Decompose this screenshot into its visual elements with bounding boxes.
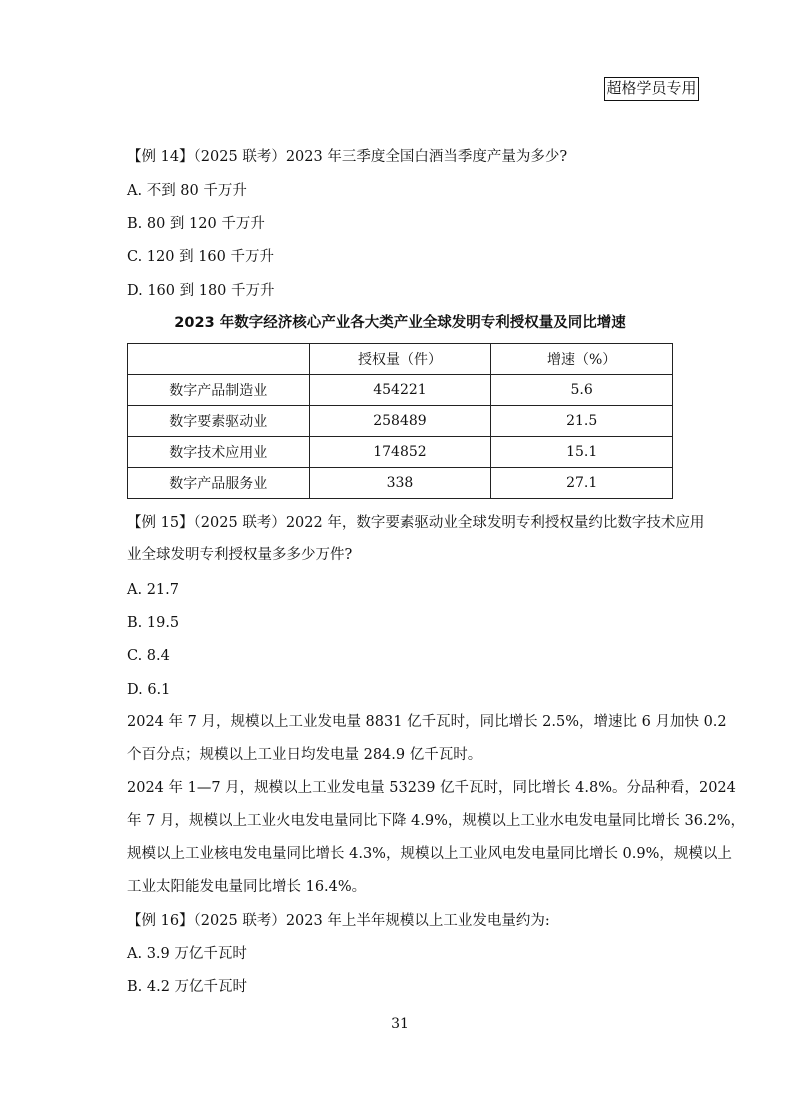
table-cell-category: 数字产品制造业 (128, 375, 310, 406)
question-16: 【例 16】（2025 联考）2023 年上半年规模以上工业发电量约为: (127, 913, 550, 929)
q15-option-d: D. 6.1 (127, 682, 171, 698)
q14-option-b: B. 80 到 120 千万升 (127, 216, 265, 232)
table-cell-count: 258489 (309, 406, 491, 437)
table-cell-category: 数字产品服务业 (128, 468, 310, 499)
table-cell-count: 174852 (309, 437, 491, 468)
table-cell-growth: 21.5 (491, 406, 673, 437)
passage-1-line-1: 2024 年 7 月，规模以上工业发电量 8831 亿千瓦时，同比增长 2.5%，增速比 6 月加快 0.2 (127, 714, 727, 730)
q14-option-c: C. 120 到 160 千万升 (127, 249, 274, 265)
table-title: 2023 年数字经济核心产业各大类产业全球发明专利授权量及同比增速 (174, 315, 626, 331)
passage-2-line-1: 2024 年 1—7 月，规模以上工业发电量 53239 亿千瓦时，同比增长 4.8%。分品种看，2024 (127, 780, 736, 796)
passage-1-line-2: 个百分点；规模以上工业日均发电量 284.9 亿千瓦时。 (127, 747, 483, 763)
q15-option-c: C. 8.4 (127, 648, 170, 664)
passage-2-line-4: 工业太阳能发电量同比增长 16.4%。 (127, 879, 367, 895)
table-cell-count: 454221 (309, 375, 491, 406)
q14-option-d: D. 160 到 180 千万升 (127, 283, 275, 299)
q16-option-b: B. 4.2 万亿千瓦时 (127, 979, 248, 995)
patent-table (127, 343, 673, 499)
table-cell-category: 数字要素驱动业 (128, 406, 310, 437)
q15-option-a: A. 21.7 (127, 582, 179, 598)
table-cell-growth: 15.1 (491, 437, 673, 468)
table-header-row (128, 344, 673, 375)
question-15-line-1: 【例 15】（2025 联考）2022 年，数字要素驱动业全球发明专利授权量约比数字技术应用 (127, 515, 705, 531)
q16-option-a: A. 3.9 万亿千瓦时 (127, 946, 247, 962)
table-row (128, 468, 673, 499)
q15-option-b: B. 19.5 (127, 615, 180, 631)
table-row (128, 375, 673, 406)
q14-option-a: A. 不到 80 千万升 (127, 183, 247, 199)
table-row (128, 406, 673, 437)
passage-2-line-2: 年 7 月，规模以上工业火电发电量同比下降 4.9%，规模以上工业水电发电量同比增长 36.2%， (127, 813, 746, 829)
page-number: 31 (391, 1016, 409, 1032)
table-header-growth: 增速（%） (491, 344, 673, 375)
question-15-line-2: 业全球发明专利授权量多多少万件? (127, 547, 353, 563)
table-cell-category: 数字技术应用业 (128, 437, 310, 468)
table-cell-count: 338 (309, 468, 491, 499)
table-row (128, 437, 673, 468)
table-cell-growth: 5.6 (491, 375, 673, 406)
table-header-category (128, 344, 310, 375)
passage-2-line-3: 规模以上工业核电发电量同比增长 4.3%，规模以上工业风电发电量同比增长 0.9%，规模以上 (127, 846, 732, 862)
question-14: 【例 14】（2025 联考）2023 年三季度全国白酒当季度产量为多少? (127, 149, 568, 165)
table-cell-growth: 27.1 (491, 468, 673, 499)
table-header-count: 授权量（件） (309, 344, 491, 375)
member-only-badge: 超格学员专用 (604, 77, 699, 101)
